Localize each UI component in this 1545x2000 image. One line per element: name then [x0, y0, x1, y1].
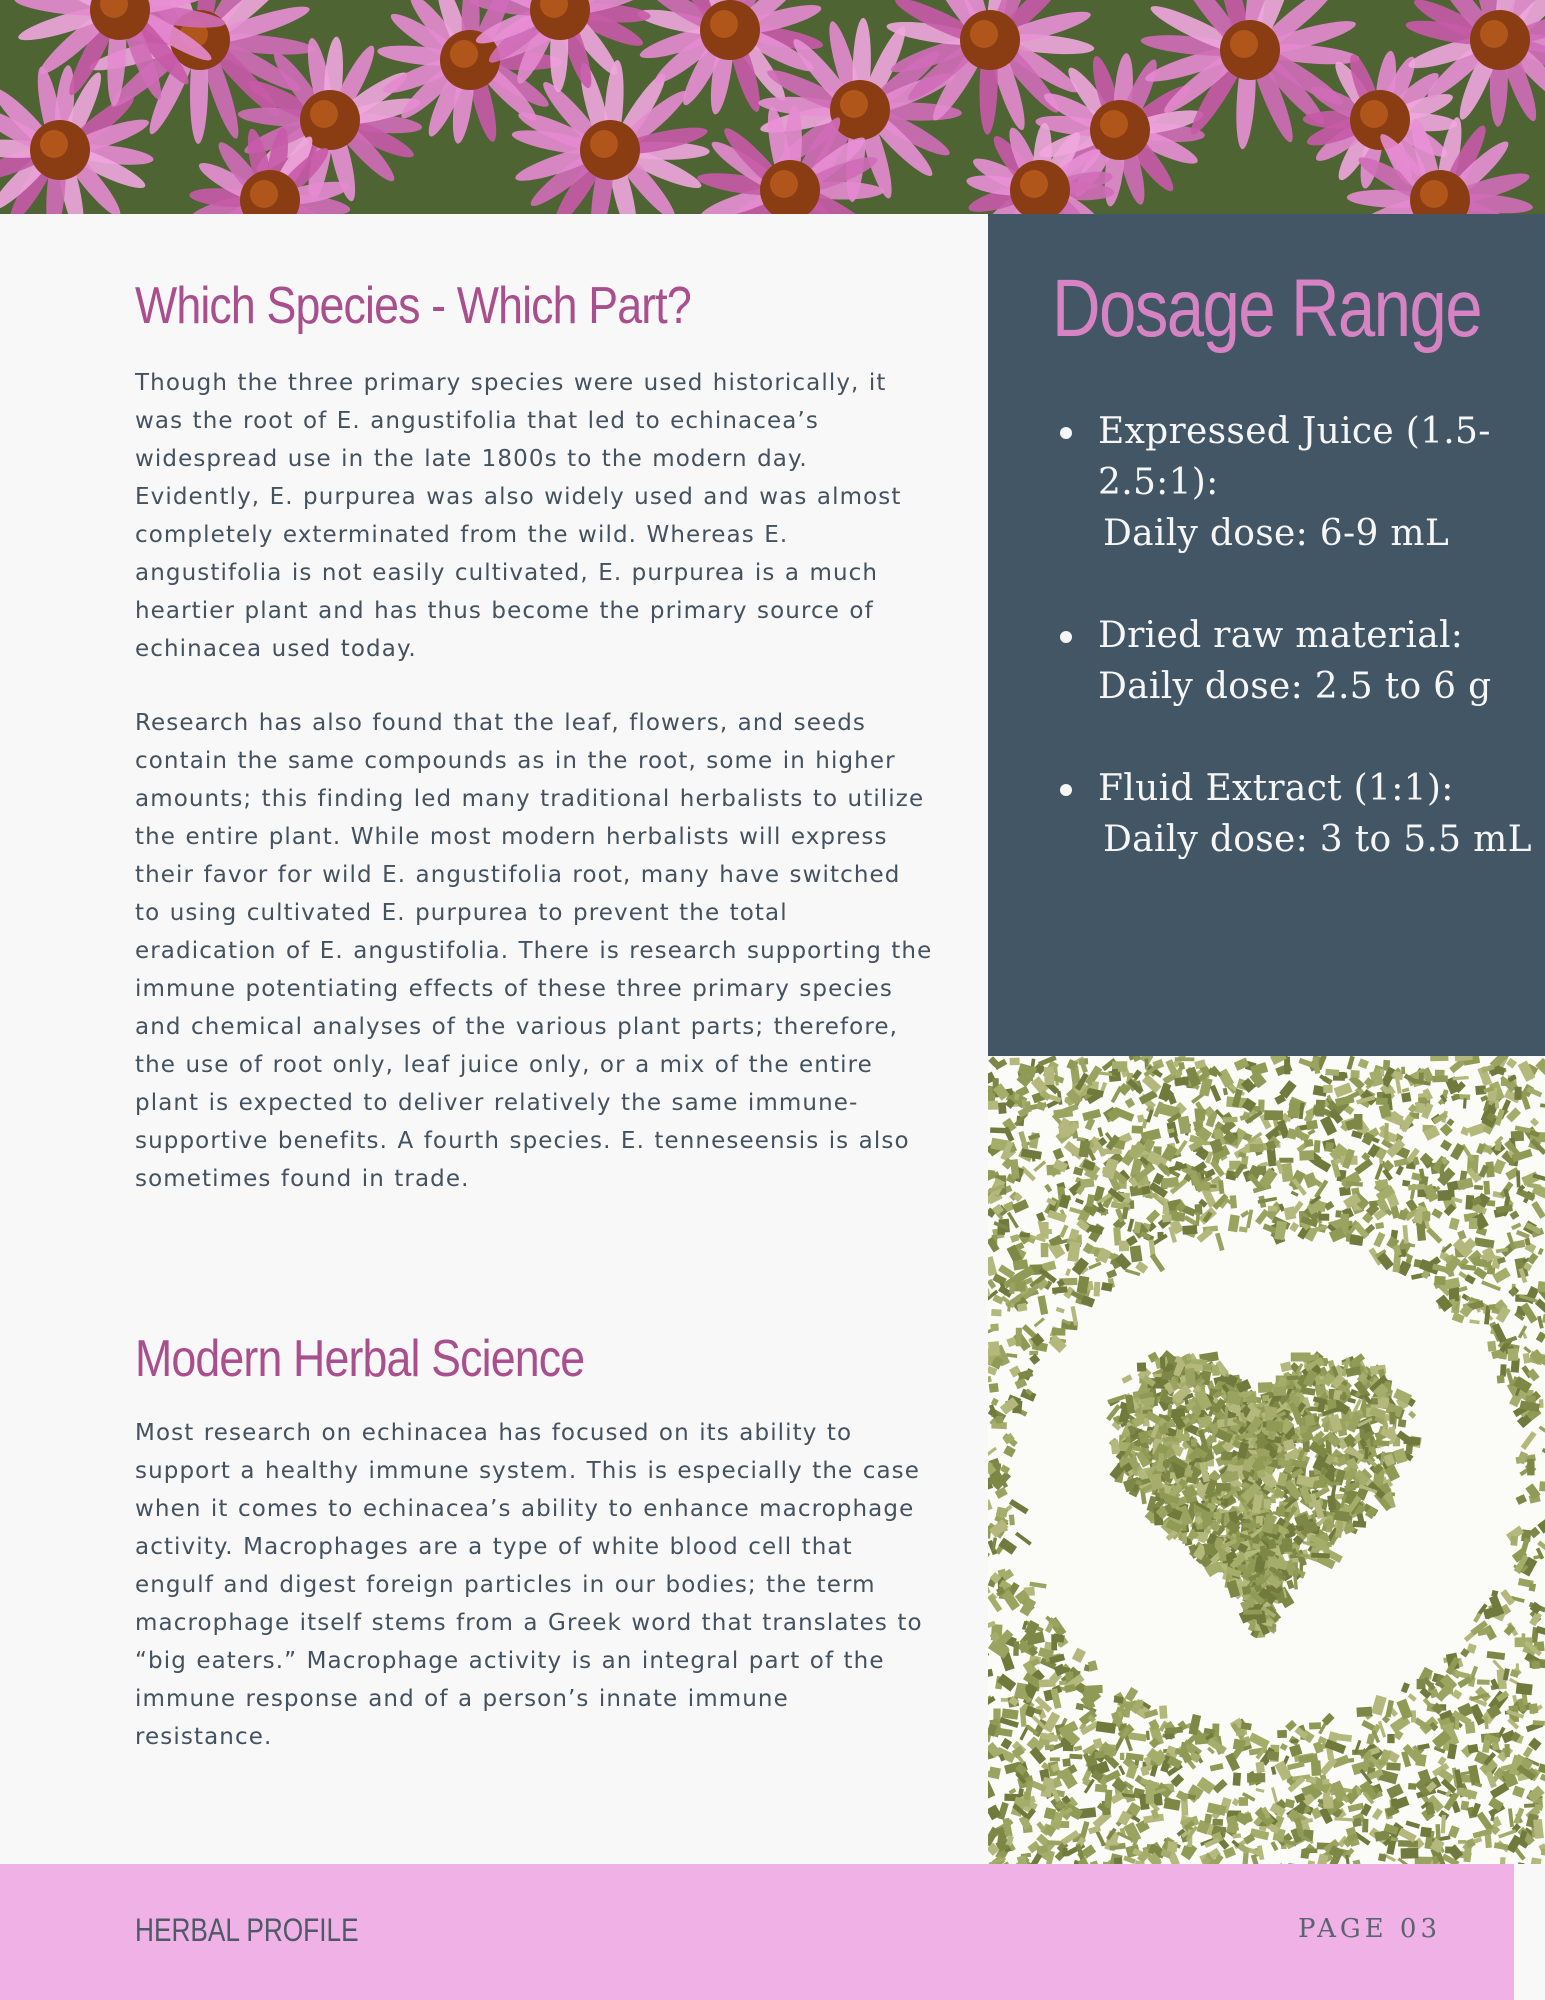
dosage-item-ratio: 2.5:1): — [1098, 462, 1219, 503]
dosage-item-label: Fluid Extract (1:1): — [1098, 768, 1454, 809]
section-heading-species: Which Species - Which Part? — [135, 277, 691, 335]
paragraph-plant-parts: Research has also found that the leaf, flowers, and seeds contain the same compounds as in the root, some in higher amounts; this finding led many traditional herbalists to utilize the entire plant. While most modern herbalists will express their favor for wild E. angustifolia root, many have switched to using cultivated E. purpurea to prevent the total eradication of E. angustifolia. There is research supporting the immune potentiating effects of these three primary species and chemical analyses of the various plant parts; therefore, the use of root only, leaf juice only, or a mix of the entire plant is expected to deliver relatively the same immune-supportive benefits. A fourth species. E. tenneseensis is also sometimes found in trade. — [135, 710, 933, 1192]
dosage-item-dose: Daily dose: 6-9 mL — [1103, 513, 1450, 554]
dosage-item-label: Expressed Juice (1.5- — [1098, 411, 1491, 452]
bullet-icon — [1060, 784, 1072, 796]
dosage-title: Dosage Range — [1052, 263, 1481, 354]
dosage-item-dried-material — [1060, 610, 1530, 712]
bullet-icon — [1060, 427, 1072, 439]
page-footer — [0, 1864, 1514, 2000]
echinacea-flowers-illustration — [0, 0, 1545, 214]
bullet-icon — [1060, 631, 1072, 643]
dosage-item-label: Dried raw material: — [1098, 615, 1464, 656]
hero-flower-photo — [0, 0, 1545, 214]
section-heading-modern-science: Modern Herbal Science — [135, 1330, 585, 1388]
paragraph-modern-science: Most research on echinacea has focused on its ability to support a healthy immune system. This is especially the case when it comes to echinacea’s ability to enhance macrophage activity. Macrophages are a type of white blood cell that engulf and digest foreign particles in our bodies; the term macrophage itself stems from a Greek word that translates to “big eaters.” Macrophage activity is an integral part of the immune response and of a person’s innate immune resistance. — [135, 1420, 923, 1750]
dosage-item-dose: Daily dose: 3 to 5.5 mL — [1103, 819, 1532, 860]
dosage-item-dose: Daily dose: 2.5 to 6 g — [1098, 666, 1492, 707]
dosage-item-fluid-extract — [1060, 763, 1530, 865]
dosage-list — [1060, 406, 1530, 916]
dried-herb-heart-illustration — [988, 1056, 1545, 1864]
footer-edge — [1514, 1864, 1545, 2000]
paragraph-species-history: Though the three primary species were used historically, it was the root of E. angustifolia that led to echinacea’s widespread use in the late 1800s to the modern day. Evidently, E. purpurea was also widely used and was almost completely exterminated from the wild. Whereas E. angustifolia is not easily cultivated, E. purpurea is a much heartier plant and has thus become the primary source of echinacea used today. — [135, 370, 902, 662]
dosage-item-expressed-juice — [1060, 406, 1530, 559]
dried-herb-photo — [988, 1056, 1545, 1864]
footer-label: HERBAL PROFILE — [135, 1912, 359, 1948]
page-number: PAGE 03 — [1298, 1914, 1441, 1944]
dosage-panel — [988, 214, 1545, 1056]
